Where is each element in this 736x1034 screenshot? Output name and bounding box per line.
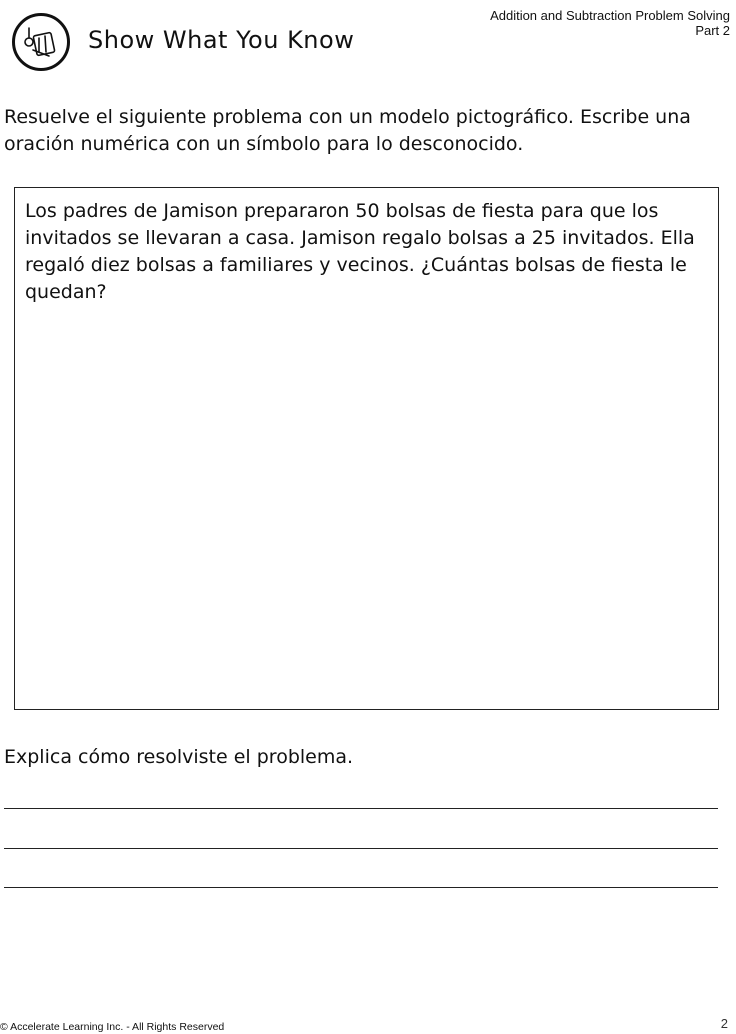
word-problem-text: Los padres de Jamison prepararon 50 bolsas de fiesta para que los invitados se llevaran a casa. Jamison regalo bolsas a 25 invitados. Ella regaló diez bolsas a familiares y vecinos. ¿Cuántas bolsas de fiesta le quedan? — [25, 200, 695, 303]
answer-line-2[interactable] — [4, 848, 718, 849]
instructions-text: Resuelve el siguiente problema con un modelo pictográfico. Escribe una oración numérica con un símbolo para lo desconocido. — [4, 106, 691, 155]
show-what-you-know-logo-icon — [12, 13, 70, 71]
answer-line-1[interactable] — [4, 808, 718, 809]
copyright-footer: © Accelerate Learning Inc. - All Rights Reserved — [0, 1021, 225, 1033]
page-number: 2 — [720, 1016, 728, 1031]
topic-title: Addition and Subtraction Problem Solving — [490, 8, 730, 23]
explain-prompt: Explica cómo resolviste el problema. — [4, 746, 354, 768]
section-title: Show What You Know — [88, 26, 355, 54]
part-label: Part 2 — [695, 23, 730, 38]
answer-line-3[interactable] — [4, 887, 718, 888]
worksheet-header — [490, 8, 730, 38]
work-area-box[interactable] — [14, 187, 719, 710]
